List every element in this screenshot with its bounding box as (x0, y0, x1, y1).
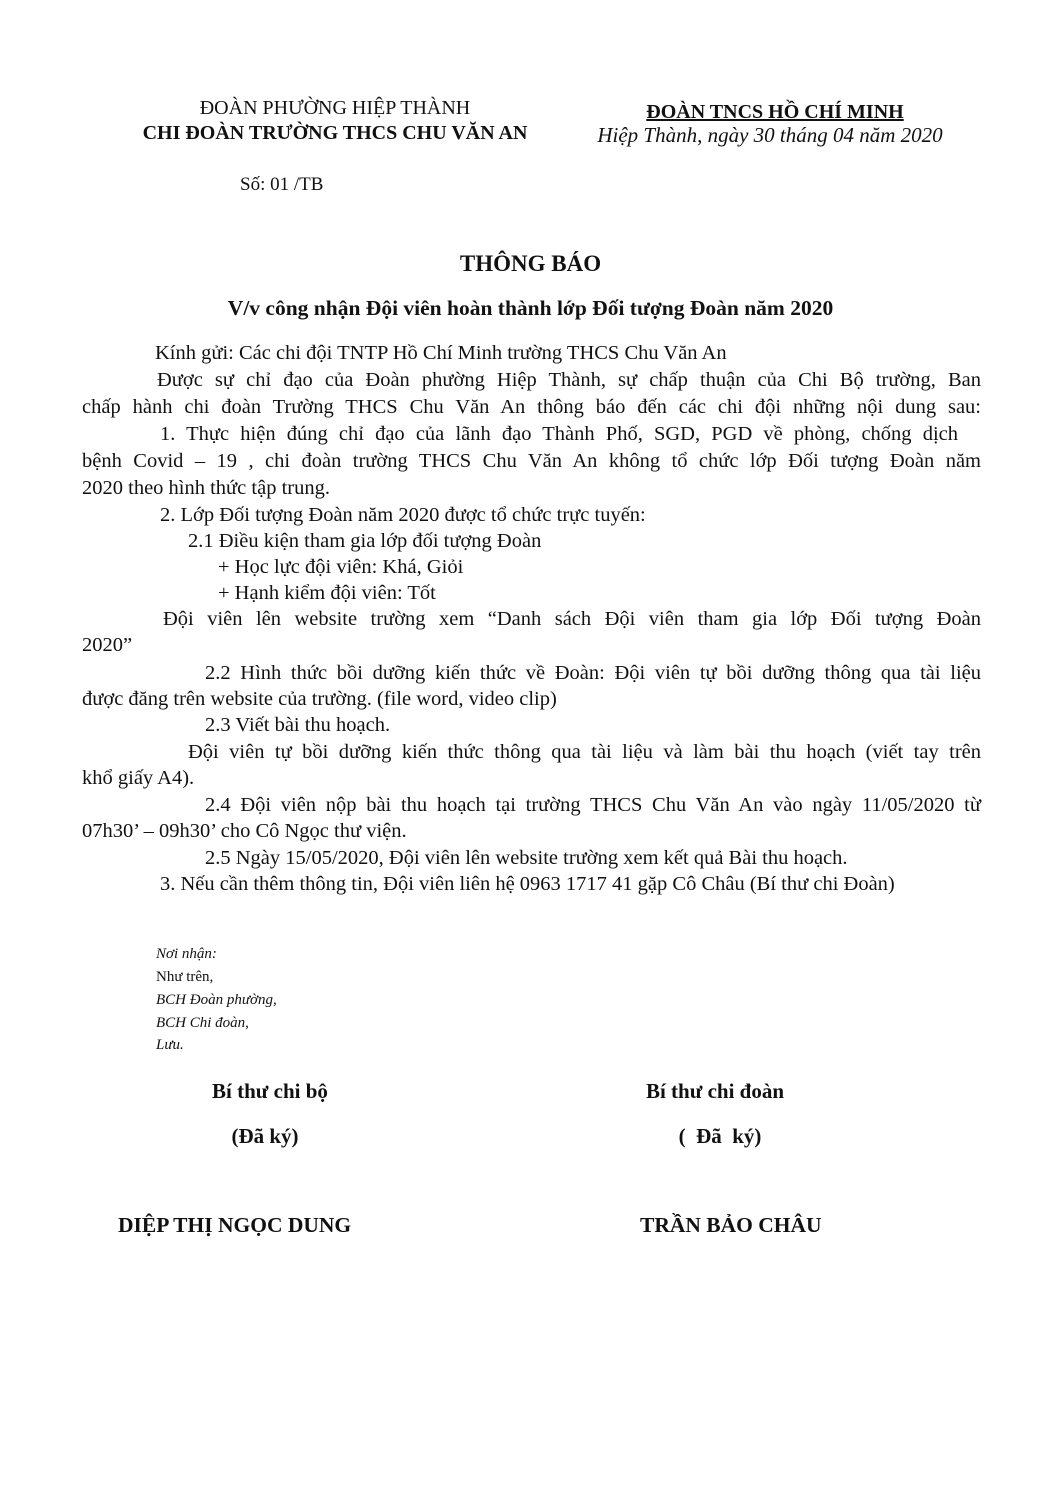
page-title: THÔNG BÁO (459, 251, 602, 276)
issuer-unit: CHI ĐOÀN TRƯỜNG THCS CHU VĂN AN (142, 122, 528, 144)
condition-conduct: + Hạnh kiểm đội viên: Tốt (218, 582, 436, 604)
right-signer-name: TRẦN BẢO CHÂU (640, 1213, 822, 1237)
left-signer-name: DIỆP THỊ NGỌC DUNG (118, 1213, 352, 1237)
right-signer-title: Bí thư chi đoàn (645, 1079, 785, 1103)
condition-academic: + Học lực đội viên: Khá, Giỏi (218, 556, 464, 578)
intro-line: Được sự chỉ đạo của Đoàn phường Hiệp Thành, sự chấp thuận của Chi Bộ trường, Ban (157, 369, 981, 391)
recipient-item: Như trên, (156, 969, 214, 985)
item-3: 3. Nếu cần thêm thông tin, Đội viên liên hệ 0963 1717 41 gặp Cô Châu (Bí thư chi Đoàn) (160, 873, 895, 895)
item-1-line: bệnh Covid – 19 , chi đoàn trường THCS Chu Văn An không tổ chức lớp Đối tượng Đoàn năm (82, 450, 981, 472)
issuer-org: ĐOÀN PHƯỜNG HIỆP THÀNH (199, 97, 471, 119)
item-2-2: 2.2 Hình thức bồi dưỡng kiến thức về Đoàn: Đội viên tự bồi dưỡng thông qua tài liệu (205, 662, 981, 684)
left-signed-mark: (Đã ký) (231, 1124, 299, 1148)
item-1-line: 2020 theo hình thức tập trung. (82, 477, 330, 499)
page-subtitle: V/v công nhận Đội viên hoàn thành lớp Đối tượng Đoàn năm 2020 (227, 296, 834, 320)
left-signer-title: Bí thư chi bộ (212, 1079, 328, 1103)
greeting: Kính gửi: Các chi đội TNTP Hồ Chí Minh trường THCS Chu Văn An (155, 342, 727, 364)
recipient-item: Lưu. (156, 1037, 184, 1053)
item-2: 2. Lớp Đối tượng Đoàn năm 2020 được tổ chức trực tuyến: (160, 504, 646, 526)
website-note-line: 2020” (82, 634, 133, 656)
item-2-3: 2.3 Viết bài thu hoạch. (205, 714, 391, 736)
website-note: Đội viên lên website trường xem “Danh sách Đội viên tham gia lớp Đối tượng Đoàn (163, 608, 981, 630)
recipient-item: BCH Chi đoàn, (156, 1015, 249, 1031)
item-2-2-line: được đăng trên website của trường. (file word, video clip) (82, 688, 557, 710)
item-2-4: 2.4 Đội viên nộp bài thu hoạch tại trường THCS Chu Văn An vào ngày 11/05/2020 từ (205, 794, 981, 816)
document-number: Số: 01 /TB (240, 174, 324, 195)
right-signed-mark: ( Đã ký) (678, 1124, 762, 1148)
item-2-1: 2.1 Điều kiện tham gia lớp đối tượng Đoàn (188, 530, 542, 552)
national-org: ĐOÀN TNCS HỒ CHÍ MINH (646, 101, 904, 123)
item-2-5: 2.5 Ngày 15/05/2020, Đội viên lên website trường xem kết quả Bài thu hoạch. (205, 847, 848, 869)
item-2-3-detail-line: khổ giấy A4). (82, 767, 195, 789)
item-2-4-line: 07h30’ – 09h30’ cho Cô Ngọc thư viện. (82, 820, 407, 842)
recipients-label: Nơi nhận: (156, 946, 217, 962)
item-2-3-detail: Đội viên tự bồi dưỡng kiến thức thông qua tài liệu và làm bài thu hoạch (viết tay trên (188, 741, 981, 763)
intro-line: chấp hành chi đoàn Trường THCS Chu Văn An thông báo đến các chi đội những nội dung sau: (82, 396, 981, 418)
place-date: Hiệp Thành, ngày 30 tháng 04 năm 2020 (597, 123, 943, 147)
item-1: 1. Thực hiện đúng chỉ đạo của lãnh đạo Thành Phố, SGD, PGD về phòng, chống dịch (160, 423, 958, 445)
recipient-item: BCH Đoàn phường, (156, 992, 277, 1008)
